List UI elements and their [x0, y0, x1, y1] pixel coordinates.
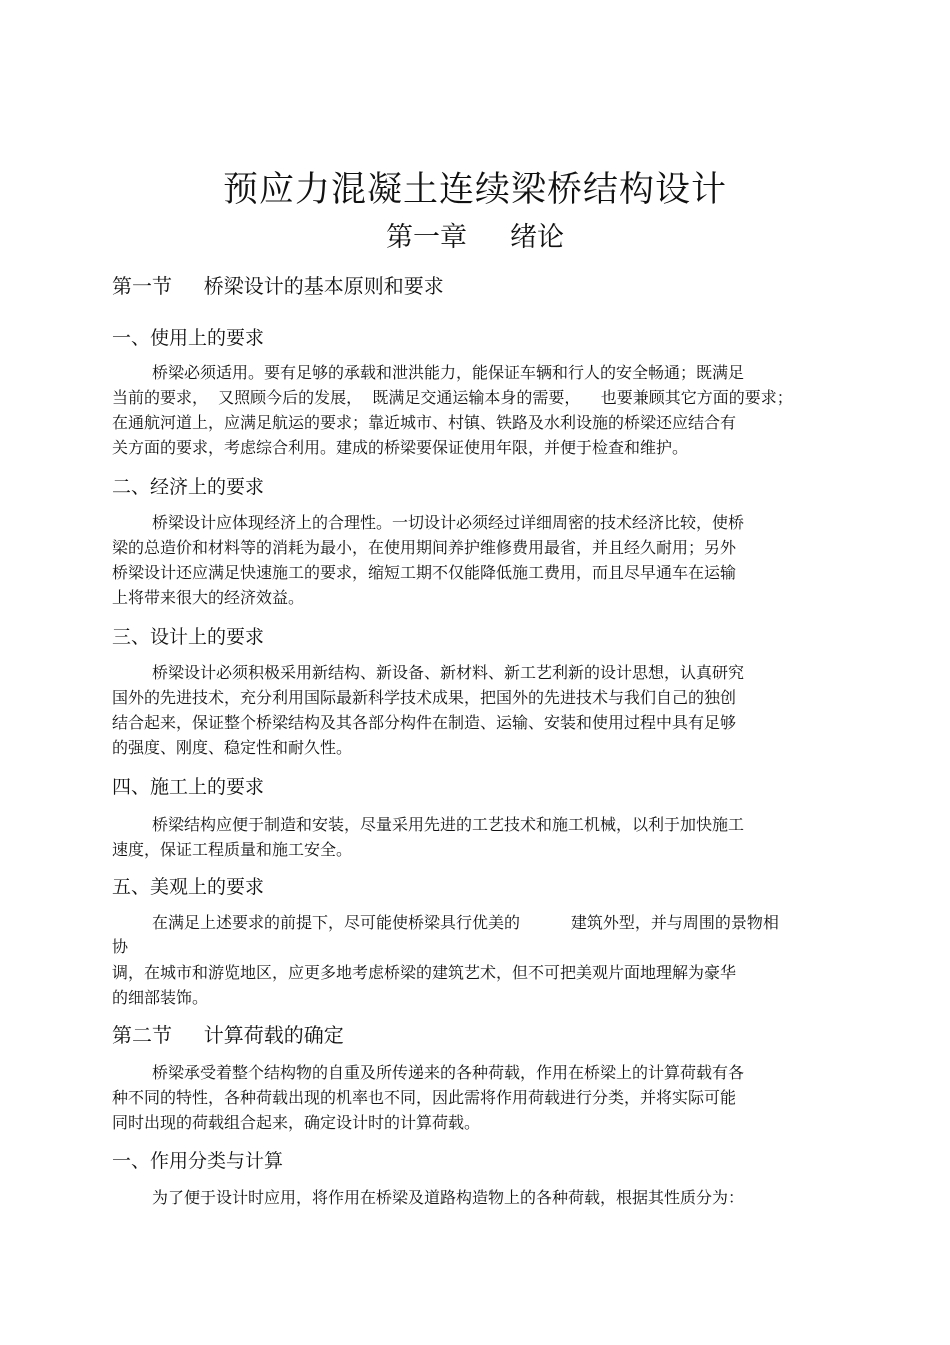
paragraph-line: 种不同的特性，各种荷载出现的机率也不同，因此需将作用荷载进行分类，并将实际可能 [112, 1088, 737, 1107]
paragraph-line: 的强度、刚度、稳定性和耐久性。 [112, 738, 353, 757]
subheading-design: 三、设计上的要求 [112, 626, 265, 648]
subheading-construction: 四、施工上的要求 [112, 776, 265, 798]
paragraph-line: 桥梁设计还应满足快速施工的要求，缩短工期不仅能降低施工费用，而且尽早通车在运输 [112, 563, 737, 582]
paragraph-line: 上将带来很大的经济效益。 [112, 588, 305, 607]
paragraph-line: 协 [112, 937, 129, 956]
paragraph-line: 桥梁必须适用。要有足够的承载和泄洪能力，能保证车辆和行人的安全畅通；既满足 [152, 363, 745, 382]
subheading-economy: 二、经济上的要求 [112, 476, 265, 498]
subheading-aesthetics: 五、美观上的要求 [112, 876, 265, 898]
paragraph-line: 调，在城市和游览地区，应更多地考虑桥梁的建筑艺术，但不可把美观片面地理解为豪华 [112, 963, 737, 982]
paragraph-line: 桥梁设计必须积极采用新结构、新设备、新材料、新工艺利新的设计思想，认真研究 [152, 663, 745, 682]
paragraph-line: 的细部装饰。 [112, 988, 209, 1007]
section-heading-1: 第一节 桥梁设计的基本原则和要求 [112, 274, 444, 298]
paragraph-line: 桥梁设计应体现经济上的合理性。一切设计必须经过详细周密的技术经济比较，使桥 [152, 513, 745, 532]
paragraph-line: 为了便于设计时应用，将作用在桥梁及道路构造物上的各种荷载，根据其性质分为： [152, 1188, 745, 1207]
paragraph-line: 关方面的要求，考虑综合利用。建成的桥梁要保证使用年限，并便于检查和维护。 [112, 438, 689, 457]
paragraph-line: 桥梁承受着整个结构物的自重及所传递来的各种荷载，作用在桥梁上的计算荷载有各 [152, 1063, 745, 1082]
chapter-heading: 第一章 绪论 [386, 222, 564, 253]
paragraph-line: 同时出现的荷载组合起来，确定设计时的计算荷载。 [112, 1113, 481, 1132]
document-title: 预应力混凝土连续梁桥结构设计 [222, 170, 727, 210]
paragraph-line: 桥梁结构应便于制造和安装，尽量采用先进的工艺技术和施工机械，以利于加快施工 [152, 815, 745, 834]
paragraph-line: 速度，保证工程质量和施工安全。 [112, 840, 353, 859]
subheading-load-classification: 一、作用分类与计算 [112, 1150, 284, 1172]
paragraph-line: 国外的先进技术，充分利用国际最新科学技术成果，把国外的先进技术与我们自己的独创 [112, 688, 737, 707]
paragraph-line: 在通航河道上，应满足航运的要求；靠近城市、村镇、铁路及水利设施的桥梁还应结合有 [112, 413, 737, 432]
subheading-usage: 一、使用上的要求 [112, 327, 265, 349]
paragraph-line: 当前的要求， 又照顾今后的发展， 既满足交通运输本身的需要， 也要兼顾其它方面的要求； [112, 388, 793, 407]
paragraph-line: 结合起来，保证整个桥梁结构及其各部分构件在制造、运输、安装和使用过程中具有足够 [112, 713, 737, 732]
paragraph-line: 梁的总造价和材料等的消耗为最小，在使用期间养护维修费用最省，并且经久耐用；另外 [112, 538, 737, 557]
paragraph-line: 在满足上述要求的前提下，尽可能使桥梁具行优美的 建筑外型，并与周围的景物相 [152, 913, 779, 932]
section-heading-2: 第二节 计算荷载的确定 [112, 1023, 344, 1047]
